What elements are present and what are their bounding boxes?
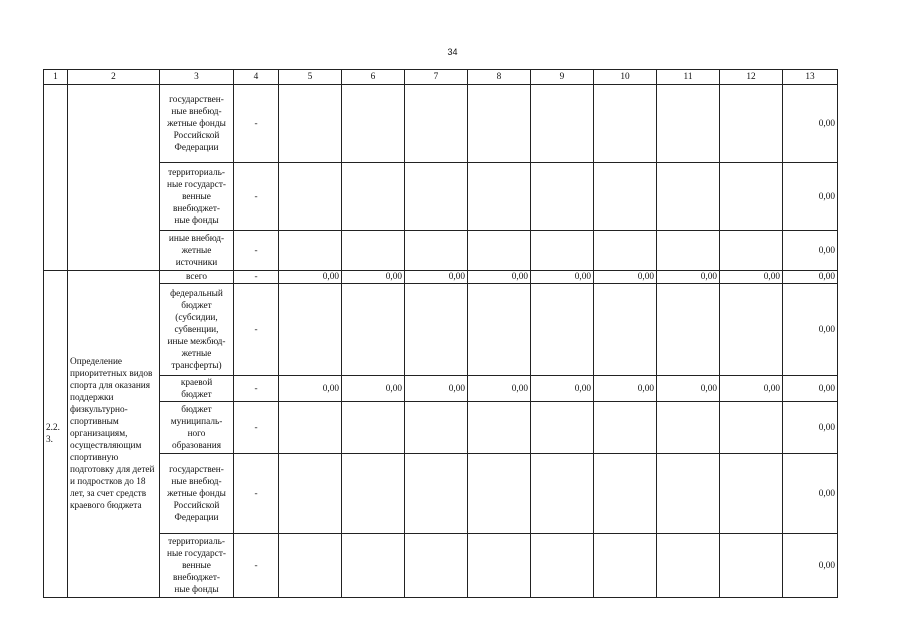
total-value: 0,00 bbox=[783, 85, 838, 163]
funding-source: территориаль- ные государст- венные внебюджет- ные фонды bbox=[160, 534, 234, 598]
header-cell: 3 bbox=[160, 70, 234, 85]
funding-source: территориаль- ные государст- венные внебюджет- ные фонды bbox=[160, 163, 234, 231]
header-cell: 9 bbox=[531, 70, 594, 85]
col4-value: - bbox=[234, 85, 279, 163]
table-row bbox=[44, 402, 838, 454]
col4-value: - bbox=[234, 231, 279, 271]
funding-source: всего bbox=[160, 271, 234, 284]
total-value: 0,00 bbox=[783, 402, 838, 454]
col4-value: - bbox=[234, 402, 279, 454]
table-row bbox=[44, 284, 838, 376]
col4-value: - bbox=[234, 163, 279, 231]
total-value: 0,00 bbox=[783, 284, 838, 376]
value-cell: 0,00 bbox=[720, 376, 783, 402]
table-row bbox=[44, 454, 838, 534]
value-cell: 0,00 bbox=[342, 376, 405, 402]
value-cell: 0,00 bbox=[531, 376, 594, 402]
value-cell: 0,00 bbox=[594, 376, 657, 402]
funding-source: иные внебюд- жетные источники bbox=[160, 231, 234, 271]
funding-source: государствен- ные внебюд- жетные фонды Российской Федерации bbox=[160, 454, 234, 534]
table-row bbox=[44, 231, 838, 271]
value-cell: 0,00 bbox=[657, 376, 720, 402]
header-cell: 10 bbox=[594, 70, 657, 85]
value-cell: 0,00 bbox=[468, 271, 531, 284]
col4-value: - bbox=[234, 376, 279, 402]
value-cell: 0,00 bbox=[720, 271, 783, 284]
value-cell: 0,00 bbox=[405, 271, 468, 284]
item-name-cell bbox=[68, 85, 160, 271]
total-value: 0,00 bbox=[783, 231, 838, 271]
funding-source: бюджет муниципаль- ного образования bbox=[160, 402, 234, 454]
value-cell: 0,00 bbox=[783, 271, 838, 284]
header-cell: 1 bbox=[44, 70, 68, 85]
total-value: 0,00 bbox=[783, 454, 838, 534]
funding-source: федеральный бюджет (субсидии, субвенции, иные межбюд- жетные трансферты) bbox=[160, 284, 234, 376]
header-cell: 8 bbox=[468, 70, 531, 85]
funding-source: краевой бюджет bbox=[160, 376, 234, 402]
value-cell: 0,00 bbox=[405, 376, 468, 402]
item-name-cell: Определение приоритетных видов спорта для оказания поддержки физкультурно-спортивным организациям, осуществляющим спортивную подготовку для детей и подростков до 18 лет, за счет средств краевого бюджета bbox=[68, 271, 160, 598]
value-cell: 0,00 bbox=[594, 271, 657, 284]
col4-value: - bbox=[234, 271, 279, 284]
table-row bbox=[44, 534, 838, 598]
item-number-cell: 2.2. 3. bbox=[44, 271, 68, 598]
value-cell: 0,00 bbox=[279, 376, 342, 402]
value-cell: 0,00 bbox=[657, 271, 720, 284]
col4-value: - bbox=[234, 284, 279, 376]
table-row bbox=[44, 163, 838, 231]
page-number: 34 bbox=[447, 47, 458, 57]
value-cell: 0,00 bbox=[279, 271, 342, 284]
col4-value: - bbox=[234, 454, 279, 534]
total-value: 0,00 bbox=[783, 534, 838, 598]
total-value: 0,00 bbox=[783, 163, 838, 231]
item-number-cell bbox=[44, 85, 68, 271]
header-row bbox=[44, 70, 838, 85]
budget-table bbox=[43, 69, 838, 598]
header-cell: 13 bbox=[783, 70, 838, 85]
header-cell: 5 bbox=[279, 70, 342, 85]
table-row bbox=[44, 376, 838, 402]
table-row bbox=[44, 271, 838, 284]
value-cell: 0,00 bbox=[783, 376, 838, 402]
value-cell: 0,00 bbox=[468, 376, 531, 402]
header-cell: 11 bbox=[657, 70, 720, 85]
header-cell: 7 bbox=[405, 70, 468, 85]
header-cell: 6 bbox=[342, 70, 405, 85]
header-cell: 12 bbox=[720, 70, 783, 85]
value-cell: 0,00 bbox=[531, 271, 594, 284]
header-cell: 4 bbox=[234, 70, 279, 85]
value-cell: 0,00 bbox=[342, 271, 405, 284]
funding-source: государствен- ные внебюд- жетные фонды Российской Федерации bbox=[160, 85, 234, 163]
table-row bbox=[44, 85, 838, 163]
header-cell: 2 bbox=[68, 70, 160, 85]
col4-value: - bbox=[234, 534, 279, 598]
